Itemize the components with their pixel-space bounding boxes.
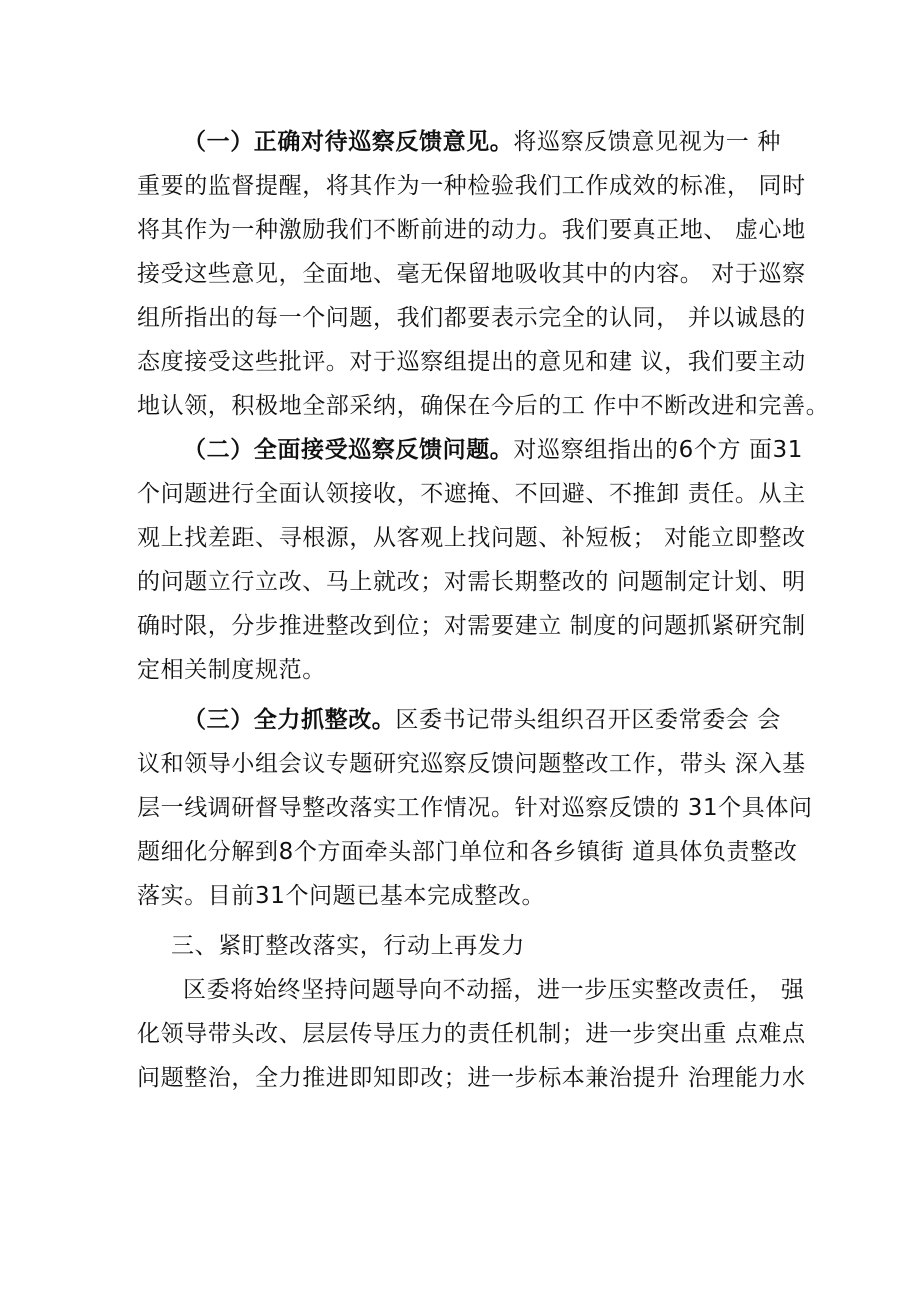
section-heading-text: 三、紧盯整改落实，行动上再发力 — [171, 933, 525, 959]
paragraph-text: 区委书记带头组织召开区委常委会 会 — [395, 707, 781, 733]
paragraph-line: 层一线调研督导整改落实工作情况。针对巡察反馈的 31个具体问 — [137, 795, 813, 821]
paragraph-heading: （三）全力抓整改。 — [183, 707, 396, 733]
paragraph-line: 定相关制度规范。 — [137, 657, 326, 683]
paragraph-line: 接受这些意见，全面地、毫无保留地吸收其中的内容。 对于巡察 — [137, 261, 806, 287]
paragraph-line: 化领导带头改、层层传导压力的责任机制；进一步突出重 点难点 — [137, 1021, 806, 1047]
paragraph-line — [137, 428, 804, 472]
paragraph-2 — [137, 428, 806, 692]
document-body — [137, 120, 830, 1100]
paragraph-heading: （二）全面接受巡察反馈问题。 — [183, 437, 514, 463]
paragraph-line: 议和领导小组会议专题研究巡察反馈问题整改工作，带头 深入基 — [137, 751, 806, 777]
paragraph-line: 区委将始终坚持问题导向不动摇，进一步压实整改责任， 强 — [183, 977, 805, 1003]
paragraph-3 — [137, 698, 813, 918]
paragraph-line: 个问题进行全面认领接收，不遮掩、不回避、不推卸 责任。从主 — [137, 481, 806, 507]
paragraph-line: 的问题立行立改、马上就改；对需长期整改的 问题制定计划、明 — [137, 569, 806, 595]
paragraph-heading: （一）正确对待巡察反馈意见。 — [183, 129, 514, 155]
paragraph-line: 落实。目前31个问题已基本完成整改。 — [137, 883, 546, 909]
paragraph-text: 对巡察组指出的6个方 面31 — [513, 437, 804, 463]
paragraph-line — [137, 698, 793, 742]
paragraph-line: 重要的监督提醒，将其作为一种检验我们工作成效的标准， 同时 — [137, 173, 806, 199]
paragraph-text: 将巡察反馈意见视为一 种 — [513, 129, 781, 155]
paragraph-1 — [137, 120, 830, 428]
paragraph-5 — [137, 968, 806, 1100]
paragraph-line: 观上找差距、寻根源，从客观上找问题、补短板； 对能立即整改 — [137, 525, 806, 551]
section-heading — [137, 924, 793, 968]
paragraph-line: 题细化分解到8个方面牵头部门单位和各乡镇街 道具体负责整改 — [137, 839, 798, 865]
paragraph-line: 组所指出的每一个问题，我们都要表示完全的认同， 并以诚恳的 — [137, 305, 806, 331]
paragraph-line — [137, 120, 793, 164]
paragraph-line: 问题整治，全力推进即知即改；进一步标本兼治提升 治理能力水 — [137, 1065, 806, 1091]
paragraph-line: 态度接受这些批评。对于巡察组提出的意见和建 议，我们要主动 — [137, 349, 806, 375]
paragraph-line: 确时限，分步推进整改到位；对需要建立 制度的问题抓紧研究制 — [137, 613, 806, 639]
paragraph-line: 地认领，积极地全部采纳，确保在今后的工 作中不断改进和完善。 — [137, 393, 830, 419]
paragraph-line: 将其作为一种激励我们不断前进的动力。我们要真正地、 虚心地 — [137, 217, 806, 243]
